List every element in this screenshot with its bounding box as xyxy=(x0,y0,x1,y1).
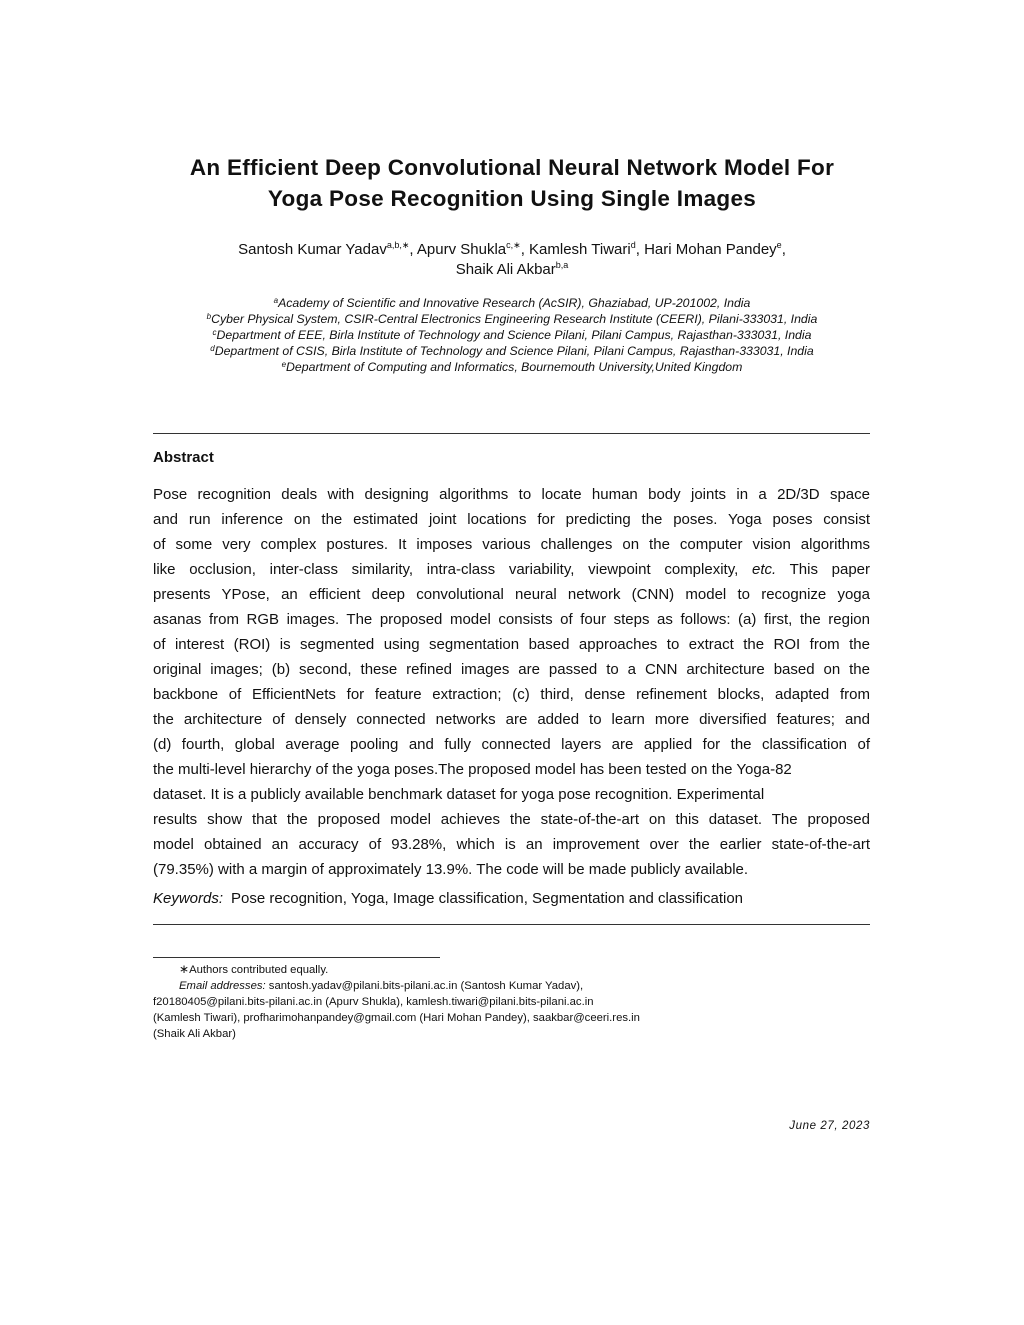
abstract-line: backbone of EfficientNets for feature extraction; (c) third, dense refinement blocks, adapted from xyxy=(153,686,870,703)
keywords xyxy=(153,889,743,909)
abstract-bottom-rule xyxy=(153,924,870,925)
affiliation-item: $^c$Department of EEE, Birla Institute of Technology and Science Pilani, Pilani Campus, Rajasthan-333031, India xyxy=(212,328,812,342)
abstract-line: results show that the proposed model achieves the state-of-the-art on this dataset. The proposed xyxy=(153,811,870,828)
author-line-2 xyxy=(100,260,924,280)
abstract-line: (d) fourth, global average pooling and fully connected layers are applied for the classification of xyxy=(153,736,870,753)
abstract-line: Pose recognition deals with designing algorithms to locate human body joints in a 2D/3D space xyxy=(153,486,870,503)
abstract-line: model obtained an accuracy of 93.28%, which is an improvement over the earlier state-of-the-art xyxy=(153,836,870,853)
abstract-line: and run inference on the estimated joint locations for predicting the poses. Yoga poses consist xyxy=(153,511,870,528)
abstract-line: dataset. It is a publicly available benchmark dataset for yoga pose recognition. Experimental xyxy=(153,786,765,803)
footnote-star-marker: ∗ xyxy=(179,962,190,976)
author-name: Kamlesh Tiwari xyxy=(529,241,631,258)
abstract-line: of some very complex postures. It imposes various challenges on the computer vision algorithms xyxy=(153,536,870,553)
abstract-line: asanas from RGB images. The proposed model consists of four steps as follows: (a) first, the region xyxy=(153,611,870,628)
author-affil-marker: d xyxy=(630,240,636,250)
author-name: Santosh Kumar Yadav xyxy=(238,241,387,258)
abstract-line: of interest (ROI) is segmented using segmentation based approaches to extract the ROI from the xyxy=(153,636,870,653)
title-line-1: An Efficient Deep Convolutional Neural Network Model For xyxy=(189,155,835,180)
affiliation-item: $^b$Cyber Physical System, CSIR-Central Electronics Engineering Research Institute (CEERI), Pilani-333031, India xyxy=(206,312,818,326)
preprint-date: June 27, 2023 xyxy=(789,1120,870,1132)
abstract-etc: etc. xyxy=(751,561,777,578)
author-affil-marker: e xyxy=(776,240,782,250)
author-affil-marker: c,∗ xyxy=(506,240,521,250)
author-name: Hari Mohan Pandey xyxy=(644,241,777,258)
abstract-line: like occlusion, inter-class similarity, intra-class variability, viewpoint complexity, etc. This paper xyxy=(153,561,871,578)
author-affil-marker: b,a xyxy=(555,260,569,270)
footnote-email-line: f20180405@pilani.bits-pilani.ac.in (Apurv Shukla), kamlesh.tiwari@pilani.bits-pilani.ac.in xyxy=(153,996,594,1008)
author-affil-marker: a,b,∗ xyxy=(386,240,410,250)
author-line-1: Santosh Kumar Yadav$^{a,b,∗}$, Apurv Shukla$^{c,∗}$, Kamlesh Tiwari$^d$, Hari Mohan Pandey$^e$, xyxy=(238,240,786,258)
footnote-email-line: (Shaik Ali Akbar) xyxy=(153,1028,236,1040)
affiliation-list xyxy=(100,295,924,375)
author-list xyxy=(100,240,924,280)
abstract-line: presents YPose, an efficient deep convolutional neural network (CNN) model to recognize yoga xyxy=(153,586,870,603)
abstract-line: the multi-level hierarchy of the yoga poses.The proposed model has been tested on the Yoga-82 xyxy=(153,761,792,778)
footnote xyxy=(153,961,870,1042)
abstract-top-rule xyxy=(153,433,870,434)
affiliation-item: $^e$Department of Computing and Informatics, Bournemouth University,United Kingdom xyxy=(281,360,743,374)
author-name: Apurv Shukla xyxy=(416,241,507,258)
footnote-email-line: (Kamlesh Tiwari), profharimohanpandey@gmail.com (Hari Mohan Pandey), saakbar@ceeri.res.in xyxy=(153,1012,640,1024)
author-name: Shaik Ali Akbar xyxy=(455,261,556,278)
abstract-line: the architecture of densely connected networks are added to learn more diversified features; and xyxy=(153,711,870,728)
footnote-contrib: ∗Authors contributed equally. xyxy=(179,962,329,976)
footnote-rule xyxy=(153,957,440,958)
keywords-text: Pose recognition, Yoga, Image classification, Segmentation and classification xyxy=(231,890,744,907)
keywords-label: Keywords: xyxy=(153,890,224,907)
abstract-heading: Abstract xyxy=(153,449,214,466)
title-line-2: Yoga Pose Recognition Using Single Images xyxy=(267,186,757,211)
footnote-emails: Email addresses: santosh.yadav@pilani.bits-pilani.ac.in (Santosh Kumar Yadav), xyxy=(179,980,584,992)
abstract-body xyxy=(153,482,870,882)
abstract-line: (79.35%) with a margin of approximately 13.9%. The code will be made publicly available. xyxy=(153,861,749,878)
affiliation-item: $^d$Department of CSIS, Birla Institute of Technology and Science Pilani, Pilani Campus, Rajasthan-333031, India xyxy=(210,344,814,358)
abstract-line: original images; (b) second, these refined images are passed to a CNN architecture based on the xyxy=(153,661,870,678)
affiliation-item: $^a$Academy of Scientific and Innovative Research (AcSIR), Ghaziabad, UP-201002, India xyxy=(273,296,751,310)
email-label: Email addresses: xyxy=(179,980,266,992)
paper-title xyxy=(100,152,924,214)
